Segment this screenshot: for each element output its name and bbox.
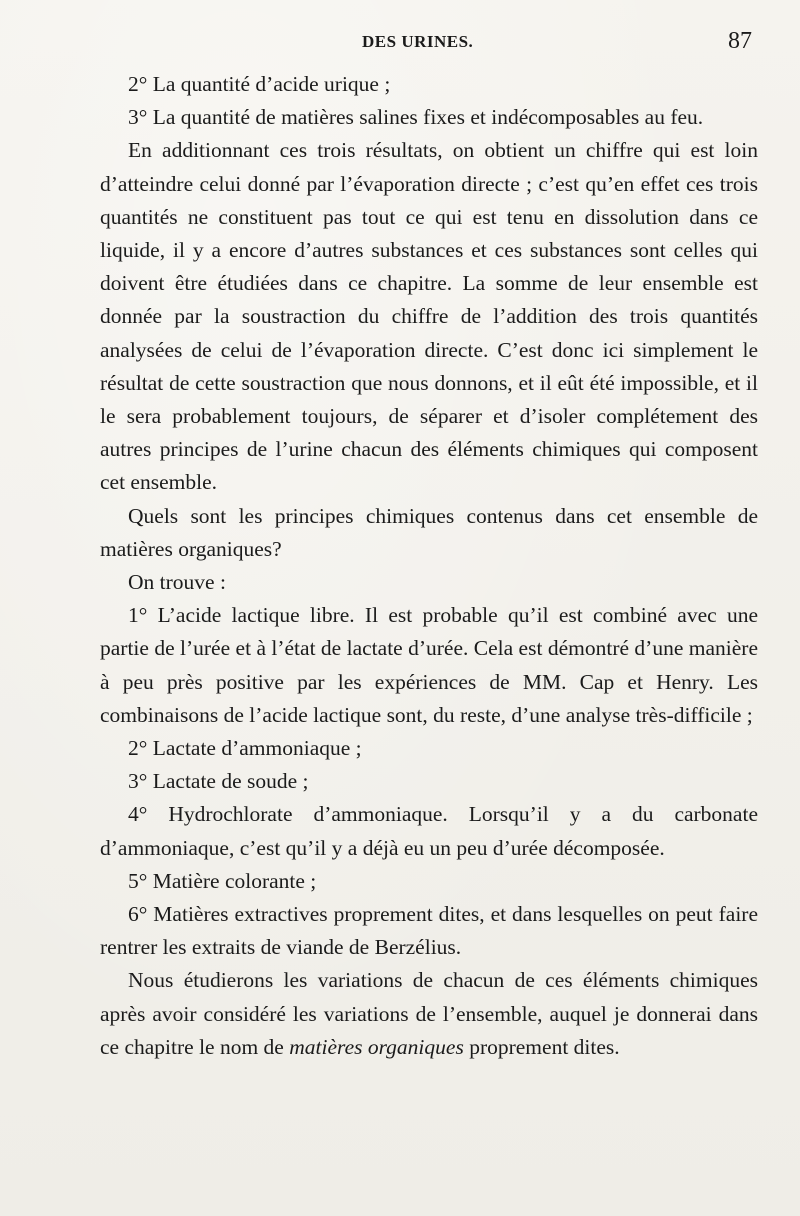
paragraph: On trouve : xyxy=(128,570,226,595)
italic-term: matières organiques xyxy=(289,1034,464,1059)
text-run: proprement dites. xyxy=(463,1034,620,1059)
paragraph: 4° Hydrochlorate d’ammoniaque. Lorsqu’il y a du carbonate d’ammoniaque, c’est qu’il y a déjà eu un peu d’urée décomposée. xyxy=(100,802,758,860)
paragraph: En additionnant ces trois résultats, on obtient un chiffre qui est loin d’atteindre celui donné par l’évaporation directe ; c’est qu’en effet ces trois quantités ne constituent pas tout ce qui est tenu en dissolution dans ce liquide, il y a encore d’autres substances et ces substances sont celles qui doivent être étudiées dans ce chapitre. La somme de leur ensemble est donnée par la soustraction du chiffre de l’addition des trois quantités analysées de celui de l’évaporation directe. C’est donc ici simplement le résultat de cette soustraction que nous donnons, et il eût été impossible, et il le sera probablement toujours, de séparer et d’isoler complétement des autres principes de l’urine chacun des éléments chimiques qui composent cet ensemble. xyxy=(100,138,758,495)
paragraph: 3° Lactate de soude ; xyxy=(128,769,309,794)
page-header xyxy=(0,30,800,60)
running-title: DES URINES. xyxy=(362,32,474,51)
page-number: 87 xyxy=(728,28,752,54)
paragraph: Quels sont les principes chimiques contenus dans cet ensemble de matières organiques? xyxy=(100,503,758,561)
paragraph: 3° La quantité de matières salines fixes et indécomposables au feu. xyxy=(128,105,704,130)
paragraph: 1° L’acide lactique libre. Il est probable qu’il est combiné avec une partie de l’urée et à l’état de lactate d’urée. Cela est démontré d’une manière à peu près positive par les expériences de MM. Cap et Henry. Les combinaisons de l’acide lactique sont, du reste, d’une analyse très-difficile ; xyxy=(100,603,758,727)
paragraph: 6° Matières extractives proprement dites, et dans lesquelles on peut faire rentrer les extraits de viande de Berzélius. xyxy=(100,902,758,960)
paragraph xyxy=(100,964,758,1064)
paragraph: 2° Lactate d’ammoniaque ; xyxy=(128,736,362,761)
paragraph: 2° La quantité d’acide urique ; xyxy=(128,72,391,96)
text-run: Nous étudierons les variations de chacun de ces éléments chimiques après avoir considéré les variations de l’ensemble, auquel je donnerai dans ce chapitre le nom de xyxy=(100,968,758,1059)
paragraph: 5° Matière colorante ; xyxy=(128,868,317,893)
body-text xyxy=(100,68,758,1064)
